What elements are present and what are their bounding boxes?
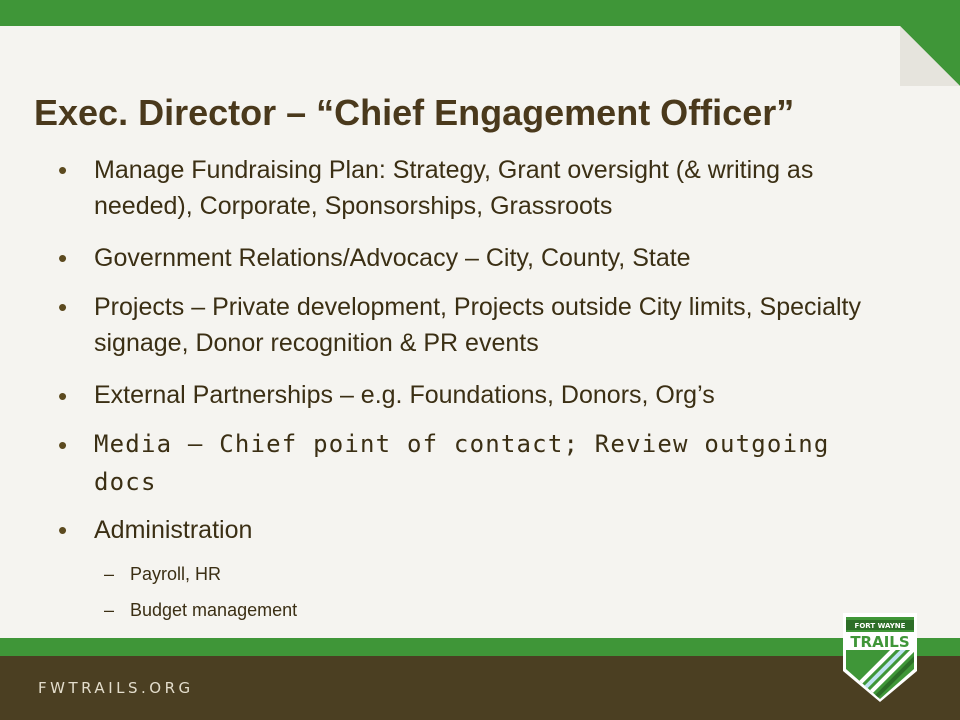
bullet-administration: Administration (94, 516, 253, 544)
bullet-marker: • (58, 243, 68, 273)
bullet-projects: Projects – Private development, Projects outside City limits, Specialty signage, Donor recognition & PR events (94, 293, 861, 357)
bullet-marker: • (58, 381, 68, 411)
bullet-marker: • (58, 430, 68, 460)
sub-bullet-budget (104, 600, 297, 621)
bullet-government-relations: Government Relations/Advocacy – City, County, State (94, 244, 691, 272)
bullet-marker: • (58, 155, 68, 185)
sub-marker: – (104, 600, 115, 620)
sub-bullet-text: Payroll, HR (130, 564, 222, 584)
sub-bullet-payroll (104, 564, 221, 585)
bullet-fundraising: Manage Fundraising Plan: Strategy, Grant oversight (& writing as needed), Corporate, Sponsorships, Grassroots (94, 156, 814, 220)
bullet-external-partnerships: External Partnerships – e.g. Foundations, Donors, Org’s (94, 381, 715, 409)
logo-main-text: TRAILS (850, 633, 910, 651)
sub-marker: – (104, 564, 115, 584)
fort-wayne-trails-logo (840, 611, 920, 703)
bullet-marker: • (58, 515, 68, 545)
bullet-media: Media – Chief point of contact; Review outgoing docs (94, 430, 830, 496)
sub-bullet-text: Budget management (130, 600, 298, 620)
footer-url: FWTRAILS.ORG (38, 679, 194, 697)
bullet-marker: • (58, 292, 68, 322)
footer-green-strip (0, 638, 960, 656)
slide-title: Exec. Director – “Chief Engagement Officer” (34, 92, 795, 133)
logo-top-text: FORT WAYNE (854, 622, 906, 630)
